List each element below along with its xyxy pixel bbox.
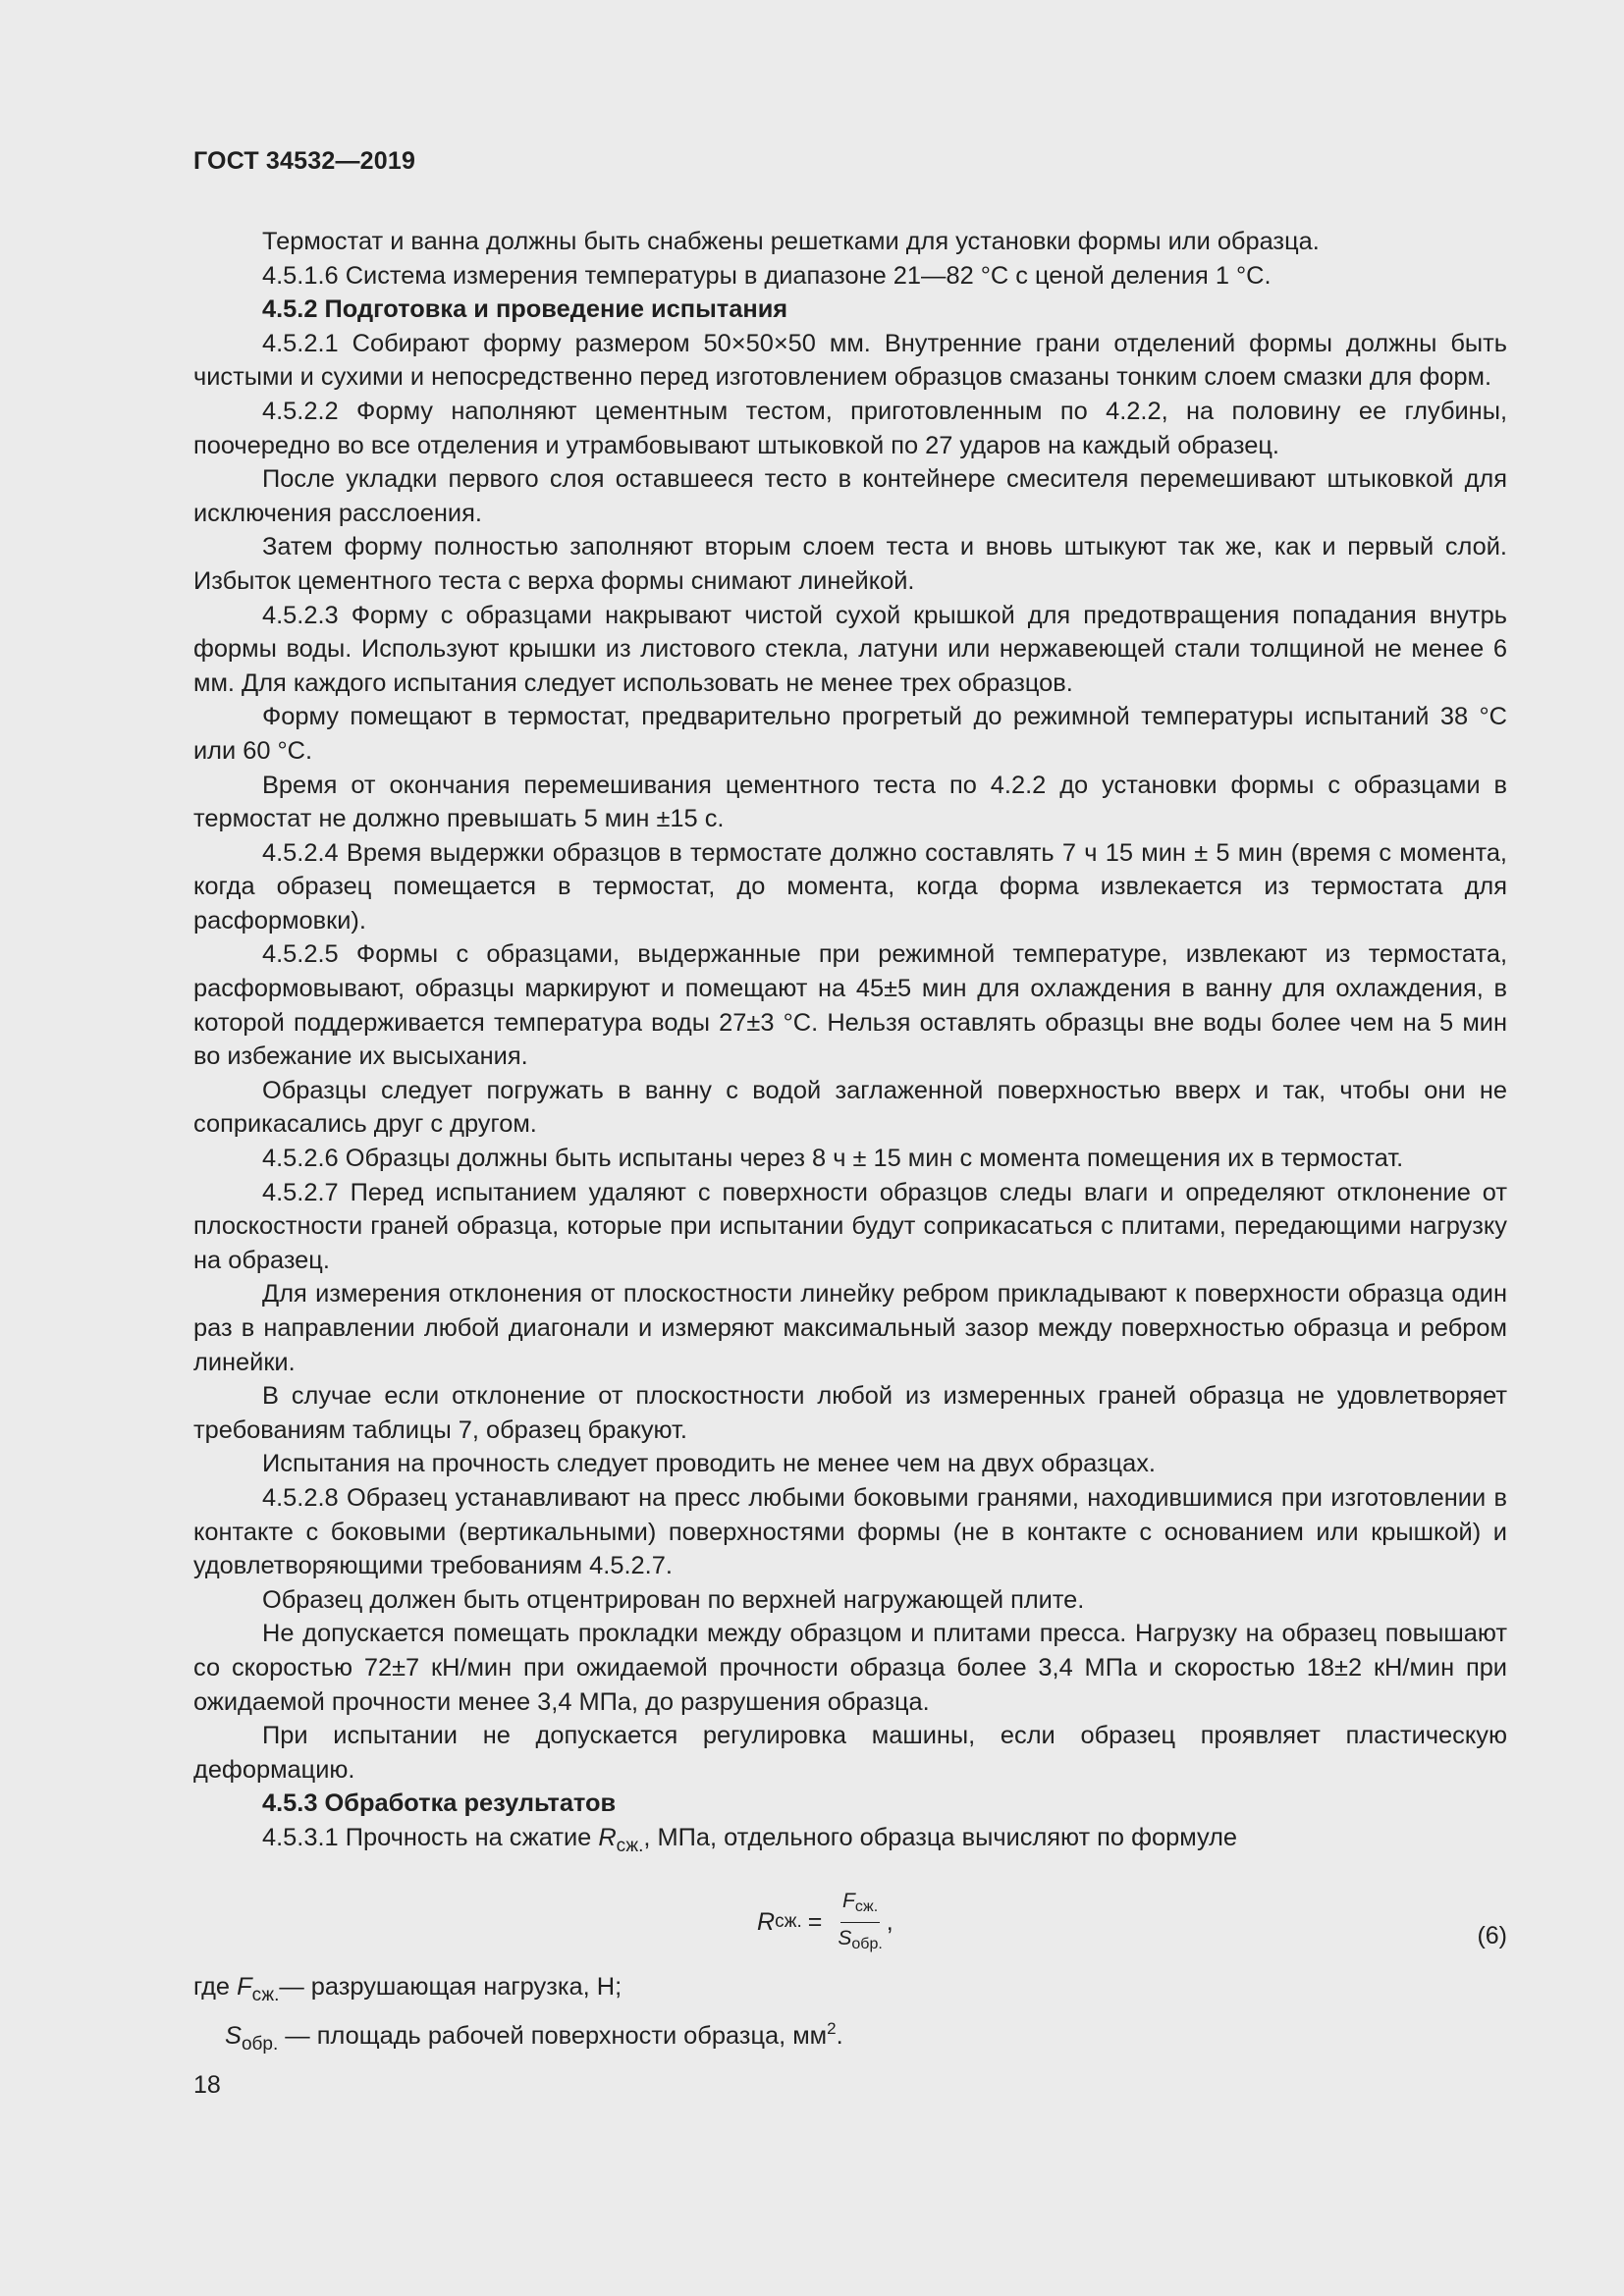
legend-area-var: S — [225, 2022, 242, 2051]
section-heading: 4.5.2 Подготовка и проведение испытания — [262, 295, 788, 324]
formula-number: (6) — [1477, 1921, 1507, 1949]
legend-force-sub: сж. — [251, 1984, 280, 2005]
page-number: 18 — [193, 2071, 221, 2099]
document-id-header: ГОСТ 34532—2019 — [193, 147, 416, 175]
paragraph: Форму помещают в термостат, предварительно прогретый до режимной температуры испытаний 38 °С или 60 °С. — [193, 703, 1507, 765]
paragraph: Образец должен быть отцентрирован по верхней нагружающей плите. — [262, 1585, 1085, 1614]
paragraph: 4.5.2.6 Образцы должны быть испытаны через 8 ч ± 15 мин с момента помещения их в термостат. — [262, 1145, 1404, 1173]
document-body — [193, 225, 1507, 2062]
formula-denominator — [838, 1923, 882, 1958]
paragraph: Затем форму полностью заполняют вторым слоем теста и вновь штыкуют так же, как и первый слой. Избыток цементного теста с верха формы снимают линейкой. — [193, 533, 1507, 595]
legend-area-text: — площадь рабочей поверхности образца, мм — [278, 2022, 828, 2051]
formula-num-sub: сж. — [854, 1897, 879, 1915]
paragraph: 4.5.2.7 Перед испытанием удаляют с поверхности образцов следы влаги и определяют отклонение от плоскостности граней образца, которые при испытании будут соприкасаться с плитами, передающими нагрузку на образец. — [193, 1178, 1507, 1274]
paragraph: В случае если отклонение от плоскостности любой из измеренных граней образца не удовлетворяет требованиям таблицы 7, образец бракуют. — [193, 1382, 1507, 1444]
formula-fraction — [838, 1888, 882, 1958]
formula-tail: , — [886, 1908, 893, 1937]
paragraph: 4.5.2.4 Время выдержки образцов в термостате должно составлять 7 ч 15 мин ± 5 мин (время с момента, когда образец помещается в термостат, до момента, когда форма извлекается из термостата для расформовки). — [193, 838, 1507, 934]
formula-intro-sub: сж. — [616, 1835, 644, 1856]
legend-line-force — [193, 1970, 1507, 2013]
formula-den-var: S — [838, 1926, 852, 1949]
formula-legend — [193, 1970, 1507, 2062]
formula-den-sub: обр. — [851, 1935, 883, 1952]
paragraph: После укладки первого слоя оставшееся тесто в контейнере смесителя перемешивают штыковкой для исключения расслоения. — [193, 465, 1507, 527]
paragraph: Не допускается помещать прокладки между образцом и плитами пресса. Нагрузку на образец повышают со скоростью 72±7 кН/мин при ожидаемой прочности образца более 3,4 МПа и скоростью 18±2 кН/мин при ожидаемой прочности менее 3,4 МПа, до разрушения образца. — [193, 1620, 1507, 1716]
paragraph: Для измерения отклонения от плоскостности линейку ребром прикладывают к поверхности образца один раз в направлении любой диагонали и измеряют максимальный зазор между поверхностью образца и ребром линейки. — [193, 1280, 1507, 1376]
legend-force-var: F — [237, 1972, 252, 2001]
formula-lhs-var: R — [757, 1908, 776, 1937]
legend-area-sub: обр. — [241, 2034, 279, 2056]
formula-intro — [193, 1821, 1507, 1864]
legend-area-end: . — [836, 2022, 843, 2051]
formula-block — [193, 1864, 1507, 1970]
formula — [757, 1888, 893, 1958]
formula-numerator — [840, 1888, 880, 1923]
paragraph: Время от окончания перемешивания цементного теста по 4.2.2 до установки формы с образцами в термостат не должно превышать 5 мин ±15 с. — [193, 771, 1507, 833]
paragraph: При испытании не допускается регулировка машины, если образец проявляет пластическую деформацию. — [193, 1722, 1507, 1784]
legend-area-sup: 2 — [827, 2019, 837, 2039]
paragraph: 4.5.1.6 Система измерения температуры в диапазоне 21—82 °С с ценой деления 1 °С. — [262, 261, 1272, 290]
paragraph: 4.5.2.3 Форму с образцами накрывают чистой сухой крышкой для предотвращения попадания внутрь формы воды. Используют крышки из листового стекла, латуни или нержавеющей стали толщиной не менее 6 мм. Для каждого испытания следует использовать не менее трех образцов. — [193, 601, 1507, 697]
formula-intro-prefix: 4.5.3.1 Прочность на сжатие — [262, 1823, 599, 1851]
formula-intro-suffix: , МПа, отдельного образца вычисляют по формуле — [643, 1823, 1238, 1851]
formula-num-var: F — [842, 1889, 855, 1912]
formula-lhs-sub: сж. — [775, 1911, 802, 1933]
paragraph-list — [193, 225, 1507, 1821]
paragraph: 4.5.2.1 Собирают форму размером 50×50×50 мм. Внутренние грани отделений формы должны быть чистыми и сухими и непосредственно перед изготовлением образцов смазаны тонким слоем смазки для форм. — [193, 329, 1507, 392]
legend-line-area — [193, 2012, 1507, 2062]
legend-where-prefix: где — [193, 1972, 238, 2001]
paragraph: 4.5.2.8 Образец устанавливают на пресс любыми боковыми гранями, находившимися при изготовлении в контакте с боковыми (вертикальными) поверхностями формы (не в контакте с основанием или крышкой) и удовлетворяющими требованиям 4.5.2.7. — [193, 1483, 1507, 1580]
paragraph: 4.5.2.5 Формы с образцами, выдержанные при режимной температуре, извлекают из термостата, расформовывают, образцы маркируют и помещают на 45±5 мин для охлаждения в ванну для охлаждения, в которой поддерживается температура воды 27±3 °С. Нельзя оставлять образцы вне воды более чем на 5 мин во избежание их высыхания. — [193, 940, 1507, 1071]
paragraph: Испытания на прочность следует проводить не менее чем на двух образцах. — [262, 1450, 1156, 1478]
paragraph: Термостат и ванна должны быть снабжены решетками для установки формы или образца. — [262, 228, 1320, 255]
formula-equals: = — [807, 1908, 823, 1937]
paragraph: Образцы следует погружать в ванну с водой заглаженной поверхностью вверх и так, чтобы они не соприкасались друг с другом. — [193, 1076, 1507, 1139]
paragraph: 4.5.2.2 Форму наполняют цементным тестом, приготовленным по 4.2.2, на половину ее глубины, поочередно во все отделения и утрамбовывают штыковкой по 27 ударов на каждый образец. — [193, 397, 1507, 459]
formula-intro-var: R — [598, 1823, 617, 1851]
legend-force-text: — разрушающая нагрузка, Н; — [279, 1972, 623, 2001]
section-heading: 4.5.3 Обработка результатов — [262, 1789, 617, 1818]
